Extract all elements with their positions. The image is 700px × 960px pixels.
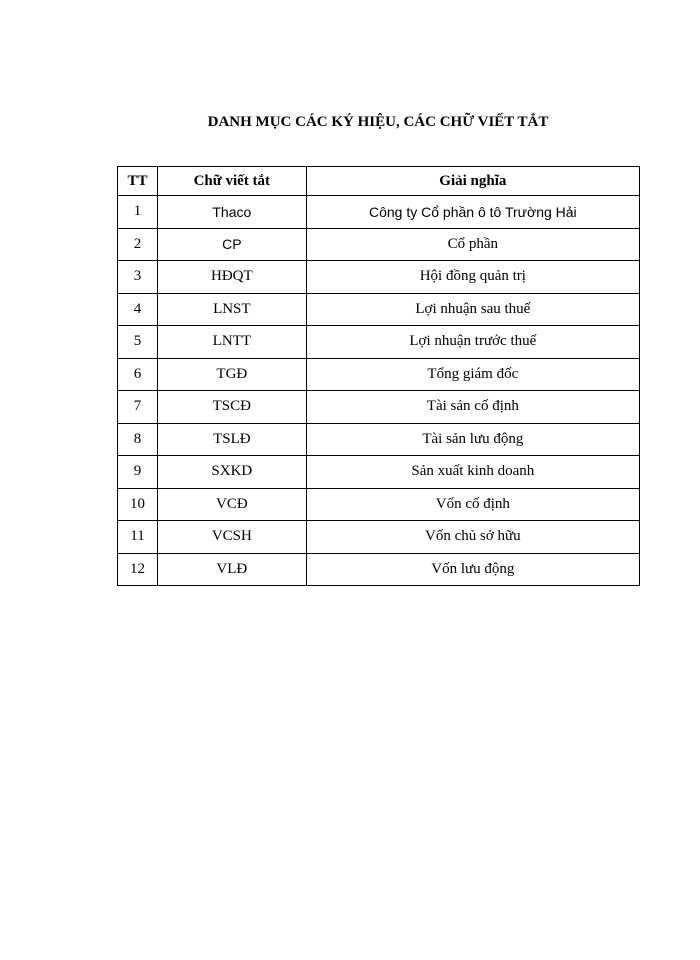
row-number: 4 [118, 293, 158, 326]
row-meaning: Cổ phần [306, 228, 639, 261]
row-number: 9 [118, 456, 158, 489]
table-row [118, 358, 640, 391]
row-number: 1 [118, 196, 158, 229]
table-row [118, 326, 640, 359]
table-row [118, 228, 640, 261]
document-title: DANH MỤC CÁC KÝ HIỆU, CÁC CHỮ VIẾT TẮT [207, 114, 549, 130]
table-row [118, 423, 640, 456]
row-meaning: Tổng giám đốc [306, 358, 639, 391]
row-abbreviation: VCĐ [157, 488, 306, 521]
row-abbreviation: TSCĐ [157, 391, 306, 424]
table-row [118, 521, 640, 554]
row-meaning: Công ty Cổ phần ô tô Trường Hải [306, 196, 639, 229]
row-number: 8 [118, 423, 158, 456]
row-meaning: Vốn chủ sở hữu [306, 521, 639, 554]
row-number: 12 [118, 553, 158, 586]
table-row [118, 488, 640, 521]
row-meaning: Lợi nhuận sau thuế [306, 293, 639, 326]
abbreviation-table [117, 166, 640, 586]
row-meaning: Tài sản lưu động [306, 423, 639, 456]
header-abbreviation: Chữ viết tắt [157, 167, 306, 196]
row-number: 5 [118, 326, 158, 359]
row-abbreviation: VCSH [157, 521, 306, 554]
table-row [118, 261, 640, 294]
row-number: 3 [118, 261, 158, 294]
table-row [118, 293, 640, 326]
row-abbreviation: LNST [157, 293, 306, 326]
row-number: 6 [118, 358, 158, 391]
row-abbreviation: LNTT [157, 326, 306, 359]
header-tt: TT [118, 167, 158, 196]
header-meaning: Giải nghĩa [306, 167, 639, 196]
table-row [118, 456, 640, 489]
row-abbreviation: TGĐ [157, 358, 306, 391]
table-row [118, 196, 640, 229]
row-number: 11 [118, 521, 158, 554]
row-meaning: Tài sản cố định [306, 391, 639, 424]
row-abbreviation: Thaco [157, 196, 306, 229]
row-number: 2 [118, 228, 158, 261]
row-number: 10 [118, 488, 158, 521]
row-abbreviation: TSLĐ [157, 423, 306, 456]
row-abbreviation: CP [157, 228, 306, 261]
row-abbreviation: HĐQT [157, 261, 306, 294]
row-abbreviation: VLĐ [157, 553, 306, 586]
row-number: 7 [118, 391, 158, 424]
table-header-row [118, 167, 640, 196]
table-row [118, 553, 640, 586]
row-meaning: Sản xuất kinh doanh [306, 456, 639, 489]
row-meaning: Vốn lưu động [306, 553, 639, 586]
row-meaning: Lợi nhuận trước thuế [306, 326, 639, 359]
row-meaning: Vốn cố định [306, 488, 639, 521]
row-meaning: Hội đồng quản trị [306, 261, 639, 294]
table-row [118, 391, 640, 424]
row-abbreviation: SXKD [157, 456, 306, 489]
